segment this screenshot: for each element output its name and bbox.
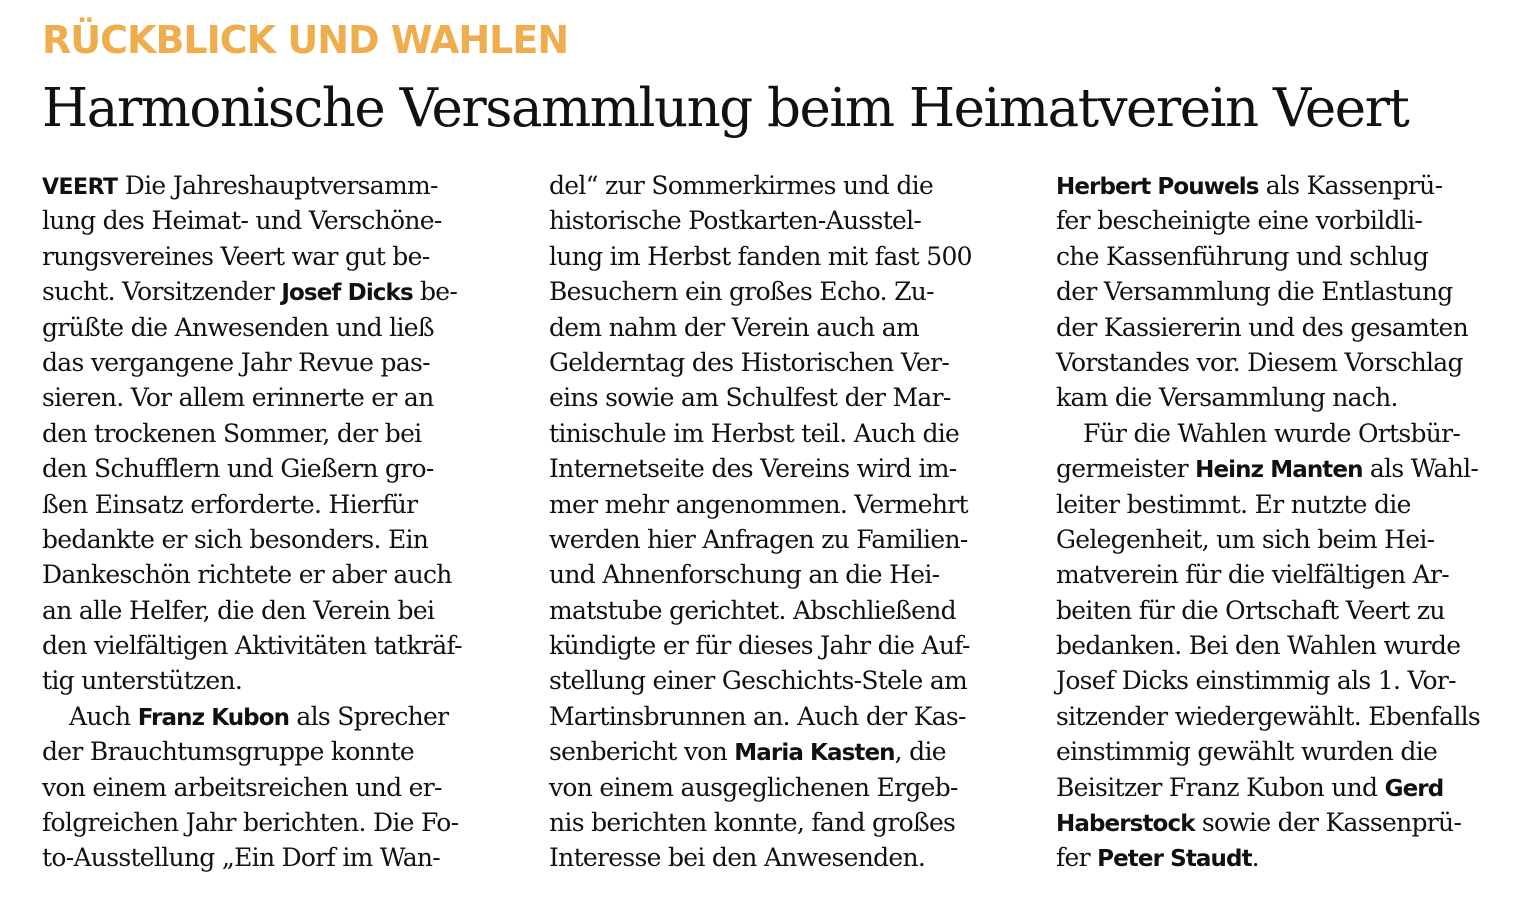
text-line [42,274,512,309]
text-segment: Dankeschön richtete er aber auch [42,560,452,590]
text-line [42,593,512,628]
text-segment: und Ahnenforschung an die Hei- [549,560,940,590]
text-segment: del“ zur Sommerkirmes und die [549,171,934,200]
text-line [549,840,1019,875]
text-line [549,487,1019,522]
text-segment: sucht. Vorsitzender [42,277,282,307]
text-segment: sieren. Vor allem erinnerte er an [42,383,434,413]
text-segment: Internetseite des Vereins wird im- [549,454,957,484]
text-segment: germeister [1056,454,1196,484]
text-segment: den trockenen Sommer, der bei [42,418,422,448]
text-segment: dem nahm der Verein auch am [549,312,920,342]
text-line [42,628,512,663]
text-segment: kündigte er für dieses Jahr die Auf- [549,631,970,661]
text-line [42,380,512,415]
text-segment: lung des Heimat- und Verschöne- [42,206,442,236]
text-segment: folgreichen Jahr berichten. Die Fo- [42,808,459,838]
text-line [549,310,1019,345]
text-line [549,451,1019,486]
text-segment: das vergangene Jahr Revue pas- [42,347,430,377]
text-segment: als Kassenprü- [1258,171,1443,200]
text-line [42,734,512,769]
text-segment: fer bescheinigte eine vorbildli- [1056,206,1423,236]
text-segment: Josef Dicks einstimmig als 1. Vor- [1056,666,1456,696]
name-highlight: Gerd [1384,775,1444,802]
name-highlight: Heinz Manten [1195,457,1363,484]
text-segment: als Sprecher [289,701,449,731]
text-line [1056,203,1526,238]
text-line [42,805,512,840]
text-segment: mer mehr angenommen. Vermehrt [549,489,968,519]
text-line [549,593,1019,628]
text-segment: sowie der Kassenprü- [1194,808,1462,838]
text-line [42,168,512,203]
text-line [1056,274,1526,309]
text-segment: Interesse bei den Anwesenden. [549,843,926,873]
article-column-2 [549,168,1019,876]
text-line [549,239,1019,274]
text-segment: Für die Wahlen wurde Ortsbür- [1083,418,1461,448]
text-segment: von einem ausgeglichenen Ergeb- [549,772,958,802]
text-segment: sitzender wiedergewählt. Ebenfalls [1056,701,1481,731]
text-segment: fer [1056,843,1098,873]
text-line [549,770,1019,805]
text-segment: leiter bestimmt. Er nutzte die [1056,489,1411,519]
text-line [549,699,1019,734]
text-segment: an alle Helfer, die den Verein bei [42,595,435,625]
text-line [42,203,512,238]
article-column-1 [42,168,512,876]
name-highlight: Josef Dicks [281,280,413,307]
text-segment: matverein für die vielfältigen Ar- [1056,560,1449,590]
text-line [1056,416,1526,451]
name-highlight: Peter Staudt [1097,846,1252,873]
name-highlight: Haberstock [1056,811,1195,838]
text-segment: Gelderntag des Historischen Ver- [549,347,950,377]
text-line [1056,487,1526,522]
text-line [1056,699,1526,734]
text-line [42,310,512,345]
text-segment: den vielfältigen Aktivitäten tatkräf- [42,631,462,661]
text-segment: ßen Einsatz erforderte. Hierfür [42,489,418,519]
text-segment: to-Ausstellung „Ein Dorf im Wan- [42,843,441,873]
text-line [1056,345,1526,380]
text-line [549,734,1019,769]
text-line [549,274,1019,309]
text-segment: beiten für die Ortschaft Veert zu [1056,595,1445,625]
text-segment: be- [412,277,458,307]
text-line [1056,593,1526,628]
text-segment: tig unterstützen. [42,666,243,696]
text-line [1056,770,1526,805]
text-segment: als Wahl- [1362,454,1479,484]
kicker-title: RÜCKBLICK UND WAHLEN [42,18,569,62]
text-segment: kam die Versammlung nach. [1056,383,1398,413]
text-segment: historische Postkarten-Ausstel- [549,206,922,236]
text-line [549,522,1019,557]
name-highlight: Franz Kubon [137,704,290,731]
text-segment: Besuchern ein großes Echo. Zu- [549,277,934,307]
text-segment: nis berichten konnte, fand großes [549,808,956,838]
text-line [549,628,1019,663]
text-line [549,557,1019,592]
text-line [549,168,1019,203]
text-segment: che Kassenführung und schlug [1056,241,1429,271]
text-segment: tinischule im Herbst teil. Auch die [549,418,960,448]
text-segment: den Schufflern und Gießern gro- [42,454,434,484]
text-line [1056,805,1526,840]
headline: Harmonische Versammlung beim Heimatverein Veert [42,78,1409,139]
article-column-3 [1056,168,1526,876]
text-segment: grüßte die Anwesenden und ließ [42,312,434,342]
text-line [1056,239,1526,274]
text-segment: bedankte er sich besonders. Ein [42,524,429,554]
text-line [1056,734,1526,769]
text-segment: der Kassiererin und des gesamten [1056,312,1468,342]
text-line [1056,522,1526,557]
text-line [549,663,1019,698]
text-line [1056,310,1526,345]
text-line [549,416,1019,451]
text-segment: werden hier Anfragen zu Familien- [549,524,968,554]
text-line [42,699,512,734]
text-segment: matstube gerichtet. Abschließend [549,595,956,625]
text-line [42,663,512,698]
text-line [42,239,512,274]
text-line [42,557,512,592]
text-line [1056,628,1526,663]
name-highlight: Herbert Pouwels [1056,174,1259,200]
text-line [42,345,512,380]
text-line [1056,557,1526,592]
text-segment: Beisitzer Franz Kubon und [1056,772,1385,802]
text-line [1056,840,1526,875]
text-segment: stellung einer Geschichts-Stele am [549,666,968,696]
text-line [1056,380,1526,415]
text-segment: eins sowie am Schulfest der Mar- [549,383,951,413]
text-segment: Gelegenheit, um sich beim Hei- [1056,524,1435,554]
text-line [549,345,1019,380]
text-segment: Die Jahreshauptversamm- [117,171,438,200]
dateline: VEERT [42,175,118,200]
text-line [42,840,512,875]
text-line [42,487,512,522]
text-segment: Auch [69,701,138,731]
text-segment: . [1251,843,1259,873]
text-line [549,380,1019,415]
text-segment: Vorstandes vor. Diesem Vorschlag [1056,347,1463,377]
text-line [1056,451,1526,486]
text-line [1056,168,1526,203]
text-line [549,203,1019,238]
text-line [1056,663,1526,698]
text-line [42,522,512,557]
text-segment: einstimmig gewählt wurden die [1056,737,1438,767]
text-line [42,451,512,486]
text-segment: , die [894,737,946,767]
text-segment: bedanken. Bei den Wahlen wurde [1056,631,1461,661]
text-segment: senbericht von [549,737,735,767]
text-line [549,805,1019,840]
text-segment: rungsvereines Veert war gut be- [42,241,430,271]
name-highlight: Maria Kasten [734,740,895,767]
text-line [42,416,512,451]
text-segment: lung im Herbst fanden mit fast 500 [549,241,972,271]
text-segment: Martinsbrunnen an. Auch der Kas- [549,701,966,731]
text-line [42,770,512,805]
text-segment: der Brauchtumsgruppe konnte [42,737,414,767]
text-segment: von einem arbeitsreichen und er- [42,772,442,802]
text-segment: der Versammlung die Entlastung [1056,277,1453,307]
